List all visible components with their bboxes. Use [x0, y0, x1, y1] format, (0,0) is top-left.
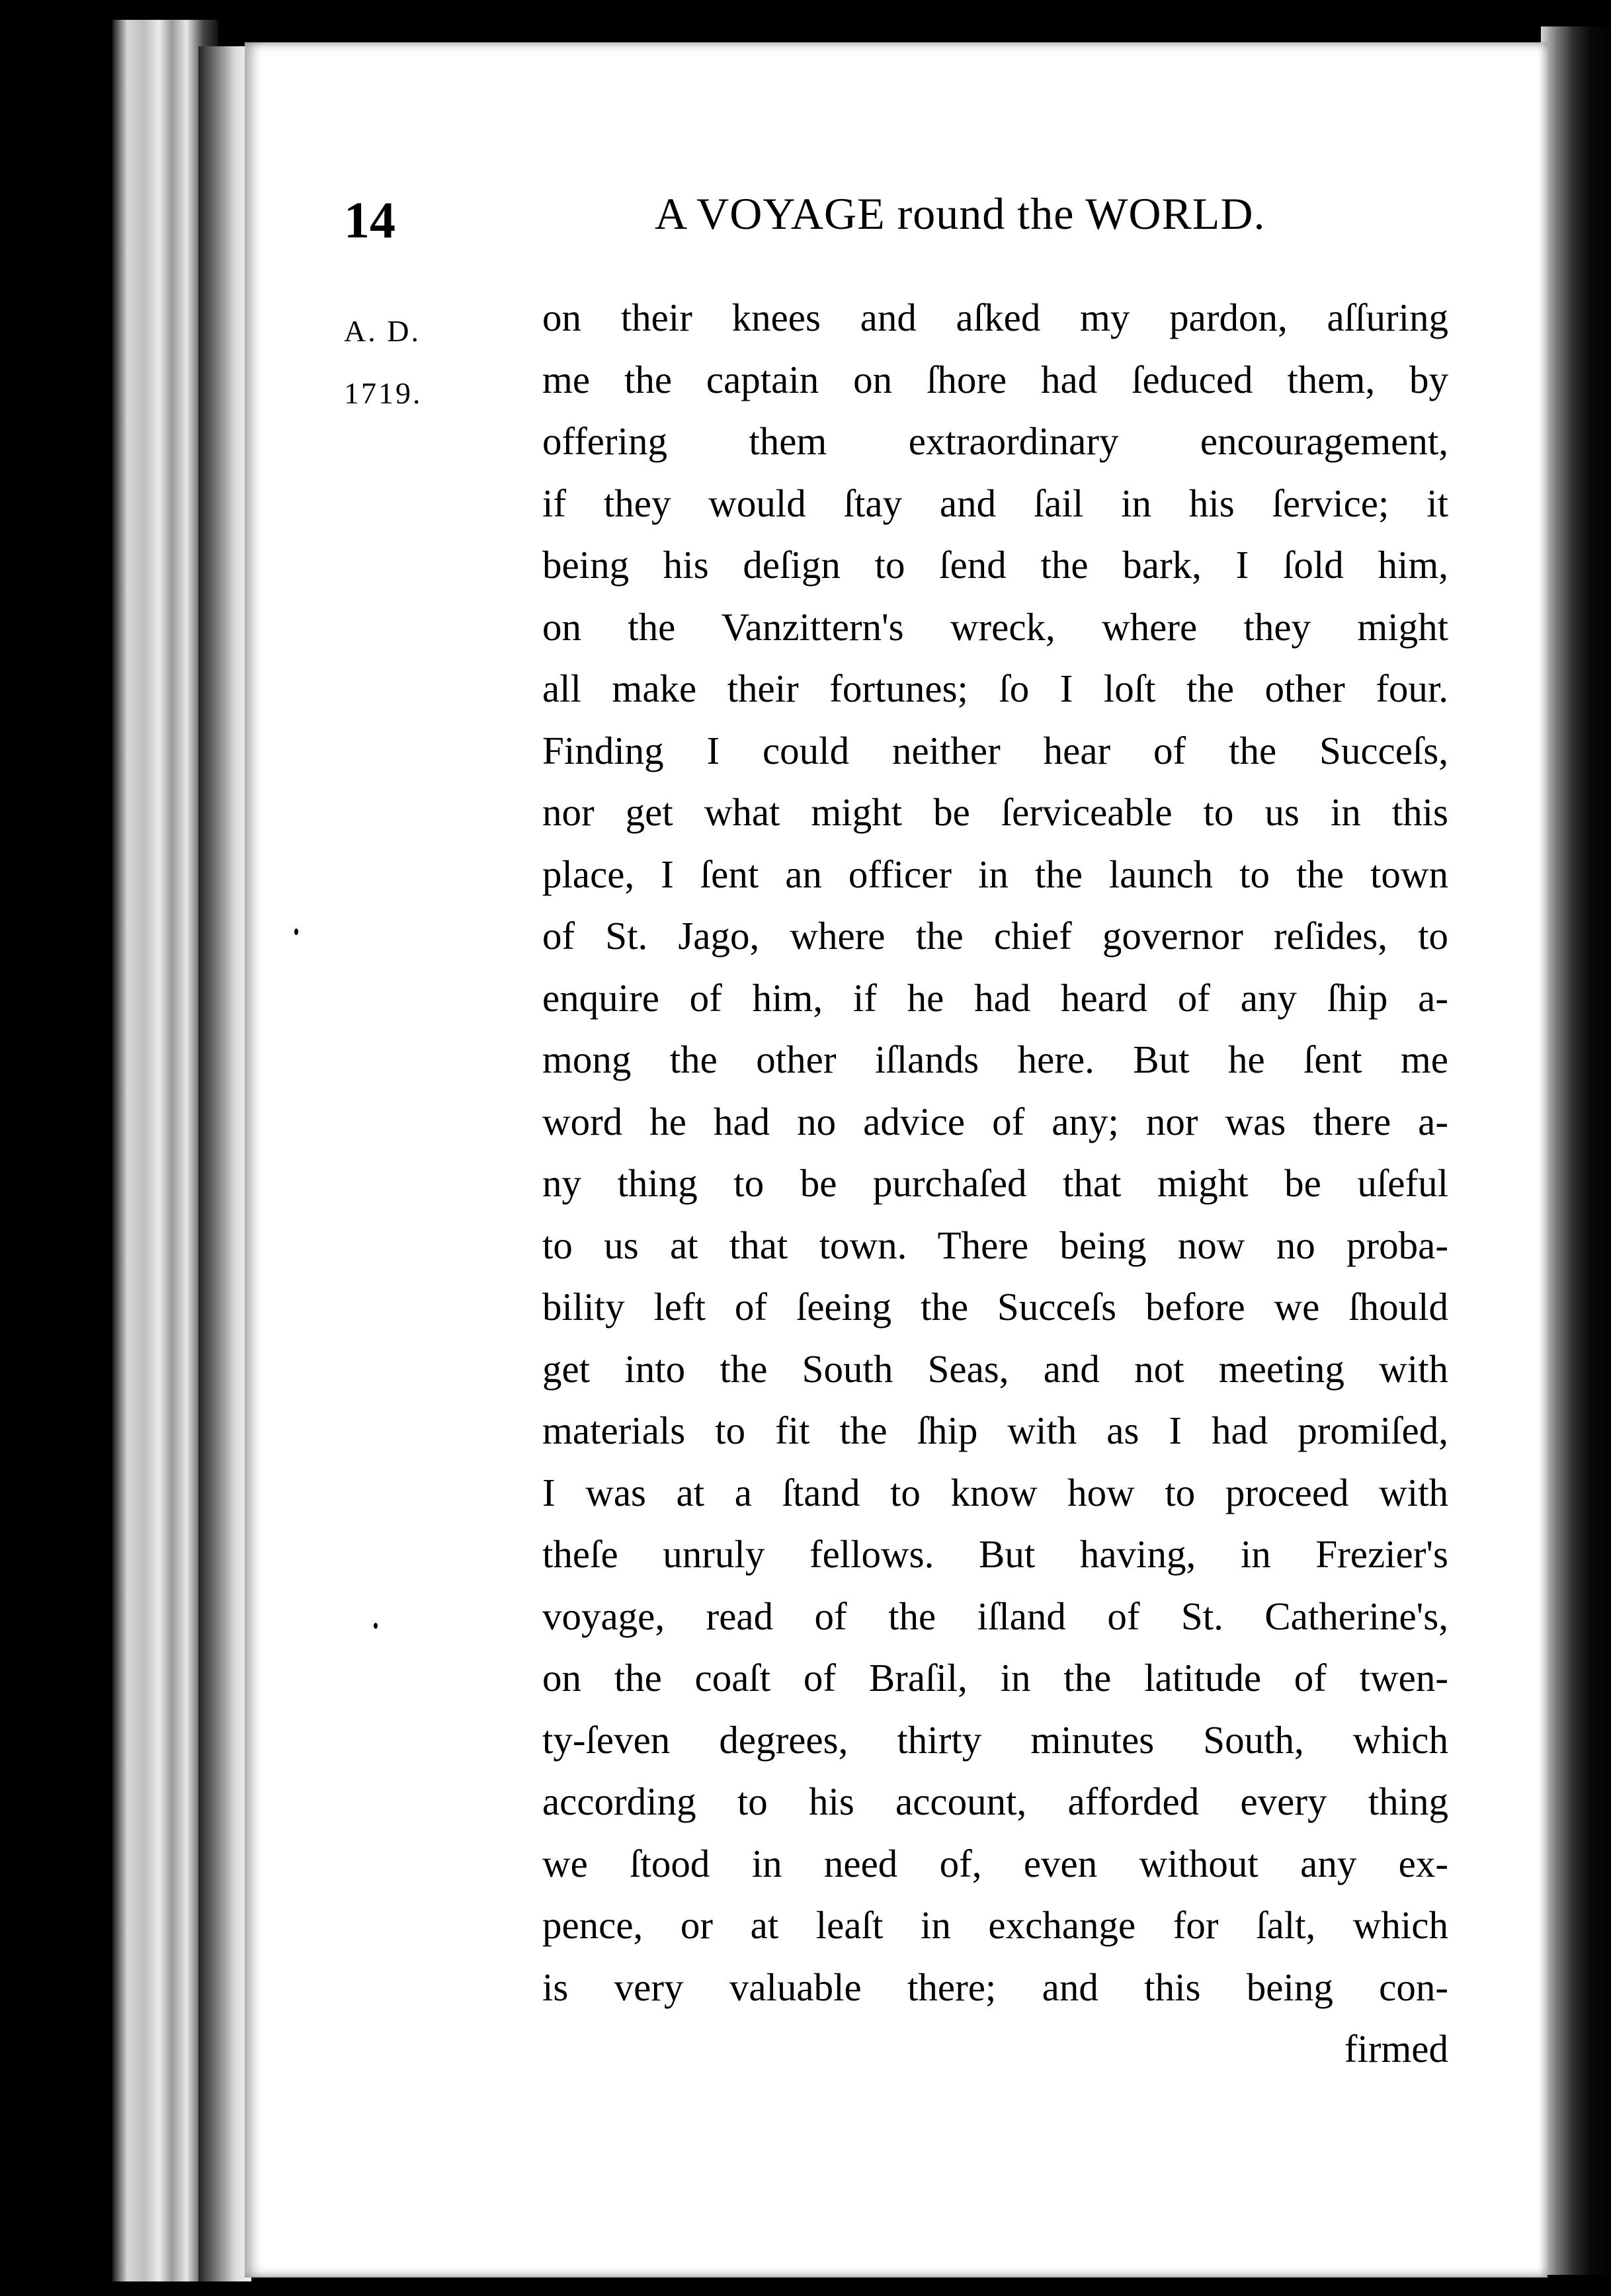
text-line: pence, or at leaſt in exchange for ſalt, which — [542, 1903, 1448, 1947]
text-line: is very valuable there; and this being con- — [542, 1965, 1448, 2009]
body-text — [542, 287, 1448, 2080]
page-header — [245, 188, 1548, 261]
text-line: all make their fortunes; ſo I loſt the other four. — [542, 667, 1448, 710]
text-line: of St. Jago, where the chief governor reſides, to — [542, 914, 1448, 958]
margin-note-line: A. D. — [344, 314, 421, 348]
text-line: enquire of him, if he had heard of any ſhip a- — [542, 975, 1448, 1020]
text-line: theſe unruly fellows. But having, in Frezier's — [542, 1532, 1448, 1576]
text-line: if they would ſtay and ſail in his ſervice; it — [542, 481, 1448, 525]
text-line: ty-ſeven degrees, thirty minutes South, which — [542, 1717, 1448, 1762]
text-line: on their knees and aſked my pardon, aſſuring — [542, 296, 1448, 339]
text-line: mong the other iſlands here. But he ſent me — [542, 1038, 1448, 1081]
margin-date-note — [344, 300, 483, 425]
text-line: to us at that town. There being now no proba- — [542, 1223, 1448, 1267]
text-line: get into the South Seas, and not meeting with — [542, 1346, 1448, 1391]
text-line: Finding I could neither hear of the Succeſs, — [542, 728, 1448, 772]
margin-note-line: 1719. — [344, 376, 423, 410]
text-line: bility left of ſeeing the Succeſs before we ſhould — [542, 1285, 1448, 1329]
running-head: A VOYAGE round the WORLD. — [655, 188, 1266, 239]
binding-shadow — [198, 46, 251, 2281]
text-line: offering them extraordinary encouragement, — [542, 419, 1448, 463]
text-line: according to his account, afforded every thing — [542, 1780, 1448, 1823]
scan-speck — [294, 928, 298, 935]
text-line: being his deſign to ſend the bark, I ſold him, — [542, 543, 1448, 587]
text-line: we ſtood in need of, even without any ex- — [542, 1841, 1448, 1885]
text-line: I was at a ſtand to know how to proceed with — [542, 1470, 1448, 1514]
text-line: materials to fit the ſhip with as I had promiſed, — [542, 1409, 1448, 1452]
text-line: place, I ſent an officer in the launch to the town — [542, 852, 1448, 896]
text-line: on the Vanzittern's wreck, where they might — [542, 604, 1448, 649]
text-line: word he had no advice of any; nor was there a- — [542, 1099, 1448, 1143]
text-line: on the coaſt of Braſil, in the latitude of twen- — [542, 1656, 1448, 1700]
catchword: firmed — [1344, 2027, 1448, 2070]
page-number: 14 — [344, 191, 395, 249]
right-page-edges — [1541, 26, 1611, 2275]
book-page — [245, 42, 1548, 2277]
text-line: nor get what might be ſerviceable to us in this — [542, 790, 1448, 834]
text-line: voyage, read of the iſland of St. Catherine's, — [542, 1594, 1448, 1638]
text-line: me the captain on ſhore had ſeduced them, by — [542, 357, 1448, 401]
text-line: ny thing to be purchaſed that might be uſeful — [542, 1161, 1448, 1205]
scan-speck — [374, 1623, 378, 1629]
